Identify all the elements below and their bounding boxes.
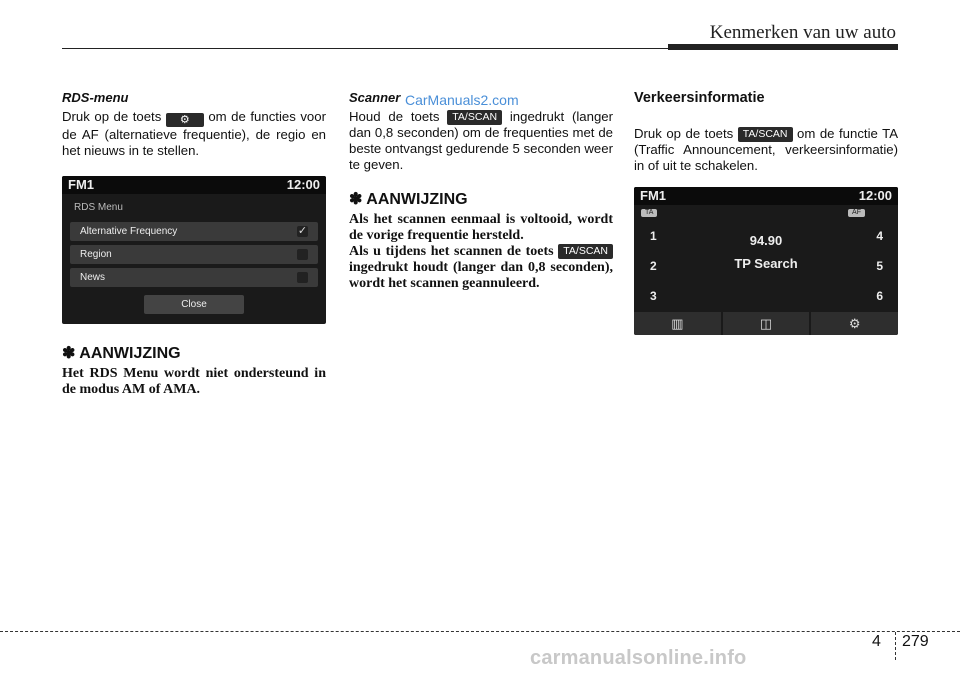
ta-indicator: TA (641, 209, 657, 217)
preset-5[interactable]: 5 (876, 259, 883, 273)
rds-item-alternative-frequency[interactable] (70, 222, 318, 241)
screen-bottom-bar (634, 312, 898, 335)
footer-rule (0, 631, 960, 632)
band-label: FM1 (640, 188, 666, 203)
rds-para-after: om de functies voor de AF (alternatieve frequentie), de regio en het nieuws in te stellen. (62, 109, 326, 158)
column-rds-menu (62, 90, 326, 398)
checkbox-icon[interactable] (297, 249, 308, 260)
rds-item-region[interactable] (70, 245, 318, 264)
traffic-para-before: Druk op de toets (634, 126, 734, 141)
rds-item-label: Region (80, 248, 112, 260)
note-heading: ✽ AANWIJZING (62, 345, 181, 362)
note-body-line2 (349, 244, 613, 292)
page-header-title: Kenmerken van uw auto (709, 22, 896, 43)
header-rule-accent (668, 44, 898, 50)
preset-1[interactable]: 1 (650, 229, 657, 243)
rds-para-before: Druk op de toets (62, 109, 162, 124)
clock: 12:00 (286, 177, 320, 192)
watermark-top: CarManuals2.com (405, 92, 519, 108)
rds-menu-paragraph (62, 109, 326, 159)
close-button[interactable]: Close (144, 295, 244, 314)
tp-search-screen (634, 187, 898, 335)
tp-search-status: TP Search (734, 256, 798, 271)
screen-status-bar (634, 187, 898, 205)
preset-6[interactable]: 6 (876, 289, 883, 303)
rds-item-label: Alternative Frequency (80, 225, 178, 237)
scanner-para-before: Houd de toets (349, 109, 440, 124)
watermark-bottom: carmanualsonline.info (530, 647, 747, 669)
traffic-info-heading: Verkeersinformatie (634, 90, 765, 106)
rds-menu-screen (62, 176, 326, 324)
af-indicator: AF (848, 209, 865, 217)
checkmark-icon[interactable]: ✓ (297, 225, 308, 237)
screen-status-bar (62, 176, 326, 194)
ta-scan-button-label: TA/SCAN (558, 244, 613, 259)
note-line2-after: ingedrukt houdt (langer dan 0,8 seconden), wordt het scannen geannuleerd. (349, 260, 613, 291)
rds-menu-subheading: RDS-menu (62, 90, 129, 105)
checkbox-icon[interactable] (297, 272, 308, 283)
frequency-display: 94.90 (749, 233, 783, 248)
ta-scan-button-label: TA/SCAN (447, 110, 502, 125)
ta-scan-button-label: TA/SCAN (738, 127, 793, 142)
band-label: FM1 (68, 177, 94, 192)
chapter-number: 4 (872, 633, 881, 650)
rds-item-label: News (80, 271, 106, 283)
preset-4[interactable]: 4 (876, 229, 883, 243)
traffic-para-after: om de functie TA (Traffic Announcement, verkeersinformatie) in of uit te schakelen. (634, 126, 898, 173)
traffic-info-paragraph (634, 126, 898, 174)
page-number: 279 (902, 633, 929, 650)
radio-scan-icon[interactable]: ◫ (723, 312, 810, 335)
column-traffic-info (634, 90, 898, 335)
clock: 12:00 (858, 188, 892, 203)
scanner-para-after: ingedrukt (langer dan 0,8 seconden) om de frequenties met de beste ontvangst gedurende 5 seconden weer te geven. (349, 109, 614, 172)
preset-2[interactable]: 2 (650, 259, 657, 273)
footer-divider (895, 632, 897, 660)
note-body: Het RDS Menu wordt niet ondersteund in de modus AM of AMA. (62, 366, 326, 397)
note-heading: ✽ AANWIJZING (349, 191, 468, 208)
preset-3[interactable]: 3 (650, 289, 657, 303)
setup-button-gear-icon: ⚙ (166, 113, 204, 127)
note-body-line1: Als het scannen eenmaal is voltooid, wordt de vorige frequentie hersteld. (349, 212, 613, 243)
gear-icon[interactable]: ⚙ (811, 312, 898, 335)
scanner-subheading: Scanner (349, 90, 401, 105)
column-scanner (349, 90, 613, 292)
radio-list-icon[interactable]: ▥ (634, 312, 721, 335)
note-line2-before: Als u tijdens het scannen de toets (349, 244, 554, 259)
scanner-paragraph (349, 109, 613, 173)
rds-item-news[interactable] (70, 268, 318, 287)
rds-menu-title: RDS Menu (74, 202, 123, 213)
